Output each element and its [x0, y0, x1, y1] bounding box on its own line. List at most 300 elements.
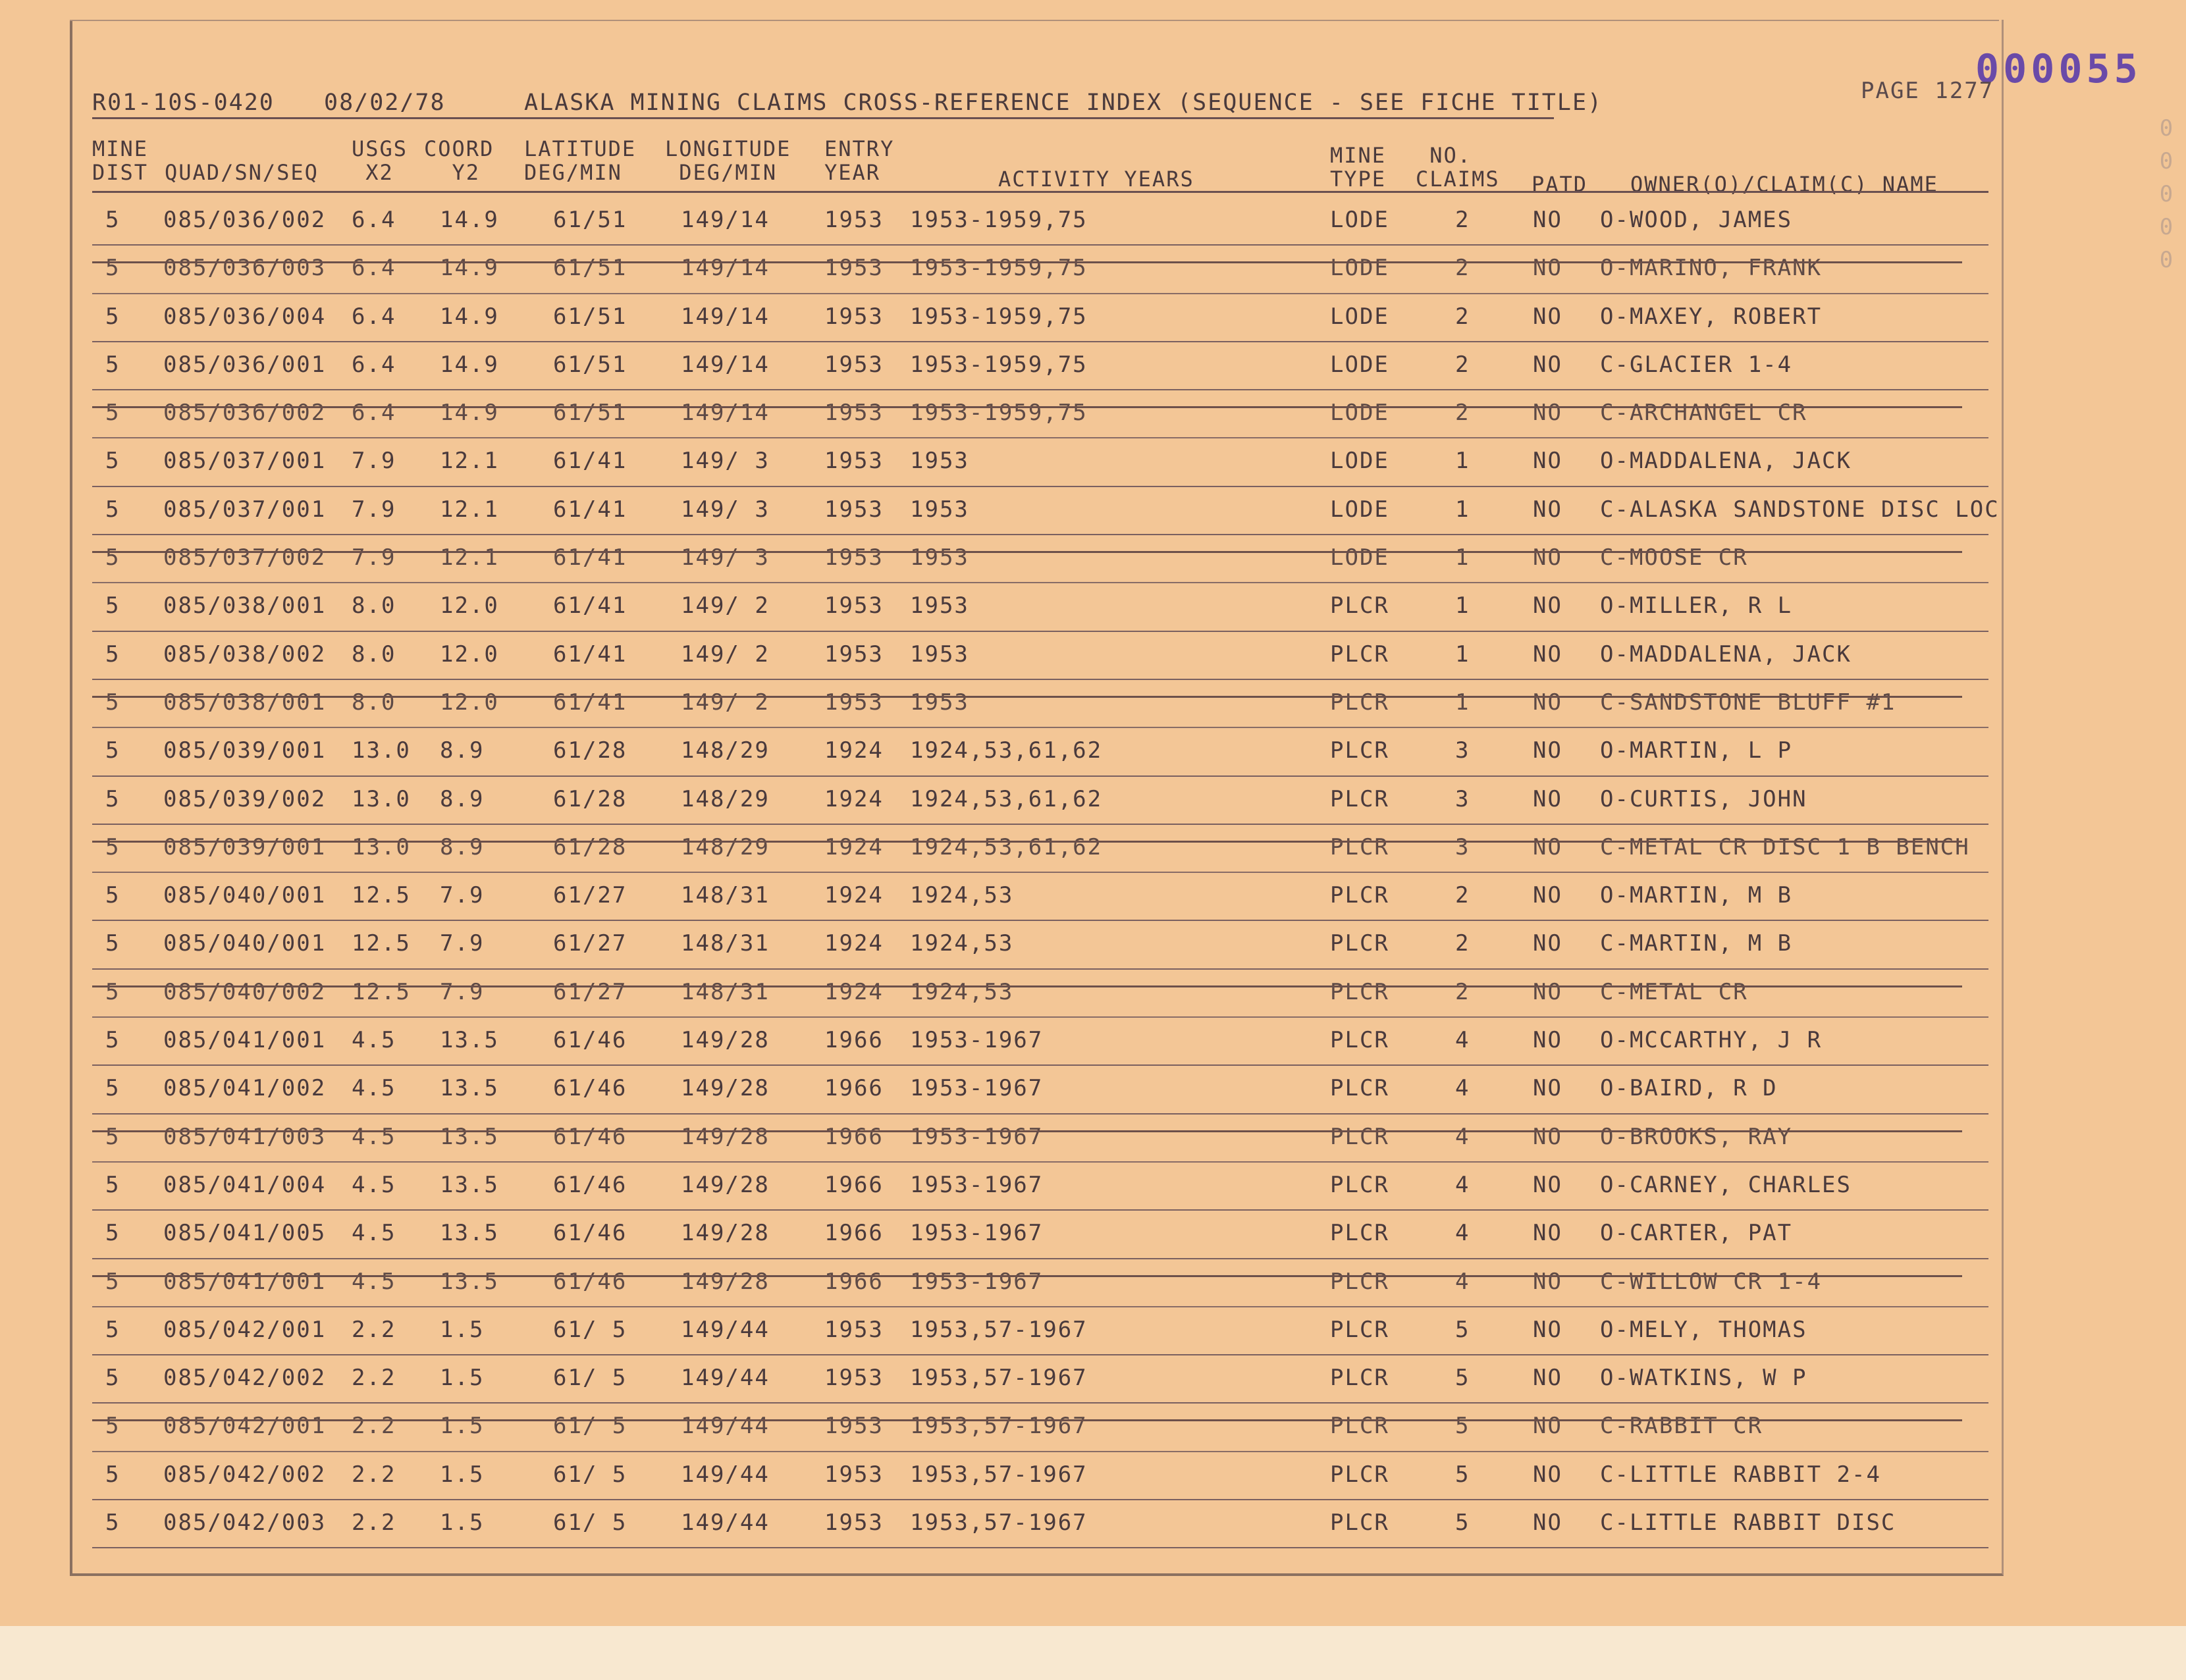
cell-mine-dist: 5 [105, 930, 120, 957]
cell-coord-y2: 8.9 [440, 785, 485, 812]
cell-entry-year: 1924 [824, 833, 884, 860]
table-row [92, 342, 1988, 390]
cell-owner-claim-name: C-ARCHANGEL CR [1600, 400, 1807, 427]
cell-usgs-x2: 2.2 [352, 1509, 396, 1536]
cell-no-claims: 2 [1455, 978, 1470, 1005]
cell-owner-claim-name: C-LITTLE RABBIT DISC [1600, 1509, 1896, 1536]
cell-patd: NO [1533, 1461, 1562, 1488]
cell-mine-dist: 5 [105, 303, 120, 330]
cell-patd: NO [1533, 1220, 1562, 1247]
table-row [92, 197, 1988, 246]
cell-mine-type: PLCR [1330, 1123, 1389, 1150]
cell-longitude: 149/ 3 [681, 544, 770, 571]
cell-mine-dist: 5 [105, 544, 120, 571]
table-row [92, 294, 1988, 342]
cell-owner-claim-name: O-BAIRD, R D [1600, 1075, 1778, 1102]
cell-owner-claim-name: C-SANDSTONE BLUFF #1 [1600, 689, 1896, 716]
cell-mine-type: PLCR [1330, 833, 1389, 860]
cell-coord-y2: 1.5 [440, 1413, 485, 1440]
cell-no-claims: 2 [1455, 882, 1470, 909]
cell-latitude: 61/ 5 [553, 1509, 627, 1536]
cell-entry-year: 1924 [824, 785, 884, 812]
cell-no-claims: 5 [1455, 1316, 1470, 1343]
row-rule [92, 1547, 1988, 1548]
cell-owner-claim-name: C-METAL CR [1600, 978, 1748, 1005]
cell-patd: NO [1533, 255, 1562, 282]
cell-coord-y2: 12.0 [440, 689, 499, 716]
cell-mine-type: PLCR [1330, 1171, 1389, 1198]
cell-entry-year: 1953 [824, 1461, 884, 1488]
table-row [92, 1404, 1988, 1452]
cell-activity-years: 1924,53,61,62 [910, 833, 1103, 860]
table-row [92, 632, 1988, 680]
cell-coord-y2: 13.5 [440, 1268, 499, 1295]
cell-mine-type: PLCR [1330, 1268, 1389, 1295]
cell-longitude: 149/14 [681, 207, 770, 233]
cell-owner-claim-name: O-MAXEY, ROBERT [1600, 303, 1823, 330]
top-edge-line [70, 20, 1999, 21]
cell-quad-sn-seq: 085/038/001 [163, 689, 327, 716]
cell-patd: NO [1533, 207, 1562, 233]
cell-no-claims: 5 [1455, 1413, 1470, 1440]
cell-longitude: 149/28 [681, 1027, 770, 1054]
report-title: ALASKA MINING CLAIMS CROSS-REFERENCE INDEX (SEQUENCE - SEE FICHE TITLE) [524, 90, 1603, 116]
cell-mine-dist: 5 [105, 207, 120, 233]
cell-longitude: 149/28 [681, 1171, 770, 1198]
cell-activity-years: 1924,53 [910, 882, 1014, 909]
cell-mine-dist: 5 [105, 833, 120, 860]
cell-mine-type: PLCR [1330, 1413, 1389, 1440]
cell-usgs-x2: 4.5 [352, 1171, 396, 1198]
cell-activity-years: 1924,53,61,62 [910, 737, 1103, 764]
cell-no-claims: 3 [1455, 785, 1470, 812]
side-mark: 0 [2159, 247, 2173, 273]
strike-through-line [92, 406, 1962, 408]
cell-quad-sn-seq: 085/039/001 [163, 737, 327, 764]
cell-quad-sn-seq: 085/041/001 [163, 1027, 327, 1054]
cell-owner-claim-name: O-MCCARTHY, J R [1600, 1027, 1823, 1054]
cell-activity-years: 1953-1959,75 [910, 207, 1088, 233]
cell-longitude: 149/28 [681, 1220, 770, 1247]
cell-usgs-x2: 8.0 [352, 689, 396, 716]
cell-activity-years: 1953,57-1967 [910, 1509, 1088, 1536]
table-row [92, 1018, 1988, 1066]
cell-no-claims: 4 [1455, 1171, 1470, 1198]
cell-owner-claim-name: O-MILLER, R L [1600, 592, 1793, 619]
cell-no-claims: 4 [1455, 1268, 1470, 1295]
cell-patd: NO [1533, 1075, 1562, 1102]
cell-patd: NO [1533, 1365, 1562, 1392]
cell-usgs-x2: 7.9 [352, 448, 396, 475]
cell-latitude: 61/28 [553, 737, 627, 764]
cell-entry-year: 1953 [824, 592, 884, 619]
cell-entry-year: 1966 [824, 1171, 884, 1198]
cell-mine-type: PLCR [1330, 737, 1389, 764]
cell-usgs-x2: 2.2 [352, 1413, 396, 1440]
cell-usgs-x2: 4.5 [352, 1268, 396, 1295]
cell-mine-dist: 5 [105, 1365, 120, 1392]
cell-no-claims: 2 [1455, 400, 1470, 427]
cell-longitude: 149/14 [681, 351, 770, 378]
col-header-activity: ACTIVITY YEARS [998, 167, 1194, 192]
cell-longitude: 148/31 [681, 882, 770, 909]
cell-quad-sn-seq: 085/041/004 [163, 1171, 327, 1198]
report-id: R01-10S-0420 [92, 90, 275, 116]
cell-longitude: 149/44 [681, 1316, 770, 1343]
cell-entry-year: 1966 [824, 1075, 884, 1102]
cell-no-claims: 5 [1455, 1509, 1470, 1536]
cell-coord-y2: 13.5 [440, 1123, 499, 1150]
cell-owner-claim-name: C-LITTLE RABBIT 2-4 [1600, 1461, 1881, 1488]
cell-no-claims: 2 [1455, 255, 1470, 282]
cell-longitude: 148/29 [681, 833, 770, 860]
cell-coord-y2: 12.0 [440, 641, 499, 668]
cell-mine-type: PLCR [1330, 930, 1389, 957]
cell-patd: NO [1533, 1123, 1562, 1150]
cell-activity-years: 1953,57-1967 [910, 1461, 1088, 1488]
table-row [92, 1307, 1988, 1355]
cell-mine-dist: 5 [105, 1220, 120, 1247]
cell-mine-type: LODE [1330, 448, 1389, 475]
cell-quad-sn-seq: 085/036/001 [163, 351, 327, 378]
cell-latitude: 61/41 [553, 448, 627, 475]
cell-quad-sn-seq: 085/041/005 [163, 1220, 327, 1247]
cell-usgs-x2: 2.2 [352, 1316, 396, 1343]
cell-usgs-x2: 2.2 [352, 1461, 396, 1488]
cell-longitude: 148/29 [681, 785, 770, 812]
cell-no-claims: 5 [1455, 1365, 1470, 1392]
cell-entry-year: 1953 [824, 448, 884, 475]
table-row [92, 1211, 1988, 1259]
cell-no-claims: 5 [1455, 1461, 1470, 1488]
strike-through-line [92, 841, 1962, 843]
cell-usgs-x2: 6.4 [352, 303, 396, 330]
cell-mine-type: PLCR [1330, 785, 1389, 812]
strike-through-line [92, 1419, 1962, 1421]
cell-mine-dist: 5 [105, 978, 120, 1005]
cell-latitude: 61/28 [553, 833, 627, 860]
table-row [92, 680, 1988, 728]
cell-activity-years: 1953-1959,75 [910, 255, 1088, 282]
strike-through-line [92, 261, 1962, 263]
cell-activity-years: 1953-1967 [910, 1027, 1044, 1054]
cell-activity-years: 1924,53,61,62 [910, 785, 1103, 812]
cell-latitude: 61/27 [553, 978, 627, 1005]
cell-usgs-x2: 6.4 [352, 207, 396, 233]
table-row [92, 1355, 1988, 1404]
strike-through-line [92, 1130, 1962, 1132]
cell-entry-year: 1953 [824, 207, 884, 233]
cell-entry-year: 1953 [824, 496, 884, 523]
cell-patd: NO [1533, 303, 1562, 330]
cell-owner-claim-name: O-WATKINS, W P [1600, 1365, 1807, 1392]
cell-patd: NO [1533, 1027, 1562, 1054]
cell-entry-year: 1966 [824, 1268, 884, 1295]
cell-coord-y2: 13.5 [440, 1171, 499, 1198]
cell-activity-years: 1953 [910, 544, 969, 571]
cell-usgs-x2: 6.4 [352, 255, 396, 282]
cell-patd: NO [1533, 496, 1562, 523]
cell-owner-claim-name: O-CURTIS, JOHN [1600, 785, 1807, 812]
cell-mine-type: PLCR [1330, 1075, 1389, 1102]
cell-quad-sn-seq: 085/038/002 [163, 641, 327, 668]
col-header-name: OWNER(O)/CLAIM(C) NAME [1630, 172, 1938, 197]
cell-patd: NO [1533, 351, 1562, 378]
cell-latitude: 61/ 5 [553, 1365, 627, 1392]
cell-coord-y2: 1.5 [440, 1461, 485, 1488]
table-row [92, 970, 1988, 1018]
strike-through-line [92, 551, 1962, 553]
cell-activity-years: 1924,53 [910, 930, 1014, 957]
cell-patd: NO [1533, 1268, 1562, 1295]
cell-longitude: 149/ 3 [681, 448, 770, 475]
cell-coord-y2: 8.9 [440, 833, 485, 860]
cell-entry-year: 1953 [824, 1509, 884, 1536]
cell-owner-claim-name: O-MARINO, FRANK [1600, 255, 1823, 282]
cell-patd: NO [1533, 737, 1562, 764]
cell-usgs-x2: 12.5 [352, 978, 411, 1005]
cell-entry-year: 1966 [824, 1123, 884, 1150]
cell-latitude: 61/ 5 [553, 1316, 627, 1343]
cell-latitude: 61/28 [553, 785, 627, 812]
cell-quad-sn-seq: 085/041/002 [163, 1075, 327, 1102]
cell-coord-y2: 14.9 [440, 207, 499, 233]
cell-longitude: 149/14 [681, 400, 770, 427]
cell-mine-dist: 5 [105, 737, 120, 764]
cell-entry-year: 1953 [824, 689, 884, 716]
table-row [92, 1066, 1988, 1114]
cell-coord-y2: 13.5 [440, 1220, 499, 1247]
cell-no-claims: 2 [1455, 303, 1470, 330]
cell-mine-type: PLCR [1330, 1365, 1389, 1392]
cell-patd: NO [1533, 1316, 1562, 1343]
cell-activity-years: 1953-1959,75 [910, 400, 1088, 427]
cell-longitude: 149/ 2 [681, 592, 770, 619]
cell-entry-year: 1953 [824, 1316, 884, 1343]
table-row [92, 825, 1988, 873]
cell-mine-type: LODE [1330, 400, 1389, 427]
cell-owner-claim-name: O-MELY, THOMAS [1600, 1316, 1807, 1343]
cell-quad-sn-seq: 085/037/001 [163, 496, 327, 523]
cell-longitude: 149/44 [681, 1461, 770, 1488]
cell-usgs-x2: 6.4 [352, 351, 396, 378]
cell-patd: NO [1533, 978, 1562, 1005]
cell-mine-dist: 5 [105, 1027, 120, 1054]
cell-entry-year: 1924 [824, 930, 884, 957]
cell-no-claims: 4 [1455, 1123, 1470, 1150]
cell-owner-claim-name: O-MARTIN, L P [1600, 737, 1793, 764]
cell-mine-dist: 5 [105, 400, 120, 427]
cell-longitude: 149/28 [681, 1123, 770, 1150]
cell-mine-dist: 5 [105, 1316, 120, 1343]
cell-latitude: 61/ 5 [553, 1461, 627, 1488]
cell-latitude: 61/27 [553, 930, 627, 957]
col-header-claims: NO. CLAIMS [1416, 143, 1500, 192]
cell-mine-dist: 5 [105, 1123, 120, 1150]
strike-through-line [92, 1275, 1962, 1277]
side-mark: 0 [2159, 214, 2173, 240]
cell-patd: NO [1533, 785, 1562, 812]
cell-mine-dist: 5 [105, 882, 120, 909]
cell-owner-claim-name: O-CARNEY, CHARLES [1600, 1171, 1852, 1198]
cell-coord-y2: 1.5 [440, 1509, 485, 1536]
table-row [92, 873, 1988, 921]
cell-owner-claim-name: C-METAL CR DISC 1 B BENCH [1600, 833, 1970, 860]
cell-usgs-x2: 4.5 [352, 1075, 396, 1102]
cell-activity-years: 1953 [910, 689, 969, 716]
cell-patd: NO [1533, 1171, 1562, 1198]
cell-quad-sn-seq: 085/042/002 [163, 1365, 327, 1392]
cell-longitude: 149/14 [681, 255, 770, 282]
cell-patd: NO [1533, 833, 1562, 860]
cell-mine-type: PLCR [1330, 1027, 1389, 1054]
cell-quad-sn-seq: 085/037/002 [163, 544, 327, 571]
cell-latitude: 61/46 [553, 1268, 627, 1295]
col-header-patd: PATD [1532, 172, 1588, 197]
cell-entry-year: 1953 [824, 400, 884, 427]
table-row [92, 1259, 1988, 1307]
cell-quad-sn-seq: 085/042/001 [163, 1413, 327, 1440]
cell-no-claims: 3 [1455, 737, 1470, 764]
claims-table [92, 197, 2000, 1548]
cell-no-claims: 2 [1455, 930, 1470, 957]
cell-mine-type: PLCR [1330, 1220, 1389, 1247]
cell-quad-sn-seq: 085/036/002 [163, 207, 327, 233]
cell-activity-years: 1924,53 [910, 978, 1014, 1005]
cell-usgs-x2: 4.5 [352, 1220, 396, 1247]
cell-usgs-x2: 7.9 [352, 544, 396, 571]
cell-entry-year: 1966 [824, 1220, 884, 1247]
cell-latitude: 61/51 [553, 207, 627, 233]
cell-latitude: 61/41 [553, 689, 627, 716]
cell-usgs-x2: 4.5 [352, 1027, 396, 1054]
cell-coord-y2: 12.0 [440, 592, 499, 619]
cell-entry-year: 1953 [824, 255, 884, 282]
cell-patd: NO [1533, 689, 1562, 716]
cell-mine-type: PLCR [1330, 978, 1389, 1005]
table-row [92, 583, 1988, 631]
cell-owner-claim-name: O-MARTIN, M B [1600, 882, 1793, 909]
cell-latitude: 61/27 [553, 882, 627, 909]
cell-usgs-x2: 12.5 [352, 882, 411, 909]
cell-entry-year: 1924 [824, 737, 884, 764]
cell-activity-years: 1953 [910, 592, 969, 619]
cell-mine-type: LODE [1330, 255, 1389, 282]
cell-no-claims: 2 [1455, 351, 1470, 378]
cell-quad-sn-seq: 085/041/003 [163, 1123, 327, 1150]
cell-activity-years: 1953-1959,75 [910, 303, 1088, 330]
cell-usgs-x2: 13.0 [352, 785, 411, 812]
col-header-x2: USGS X2 [352, 136, 408, 185]
cell-quad-sn-seq: 085/042/003 [163, 1509, 327, 1536]
cell-owner-claim-name: O-MADDALENA, JACK [1600, 448, 1852, 475]
side-marks [2153, 112, 2179, 276]
cell-activity-years: 1953 [910, 448, 969, 475]
cell-mine-type: PLCR [1330, 592, 1389, 619]
cell-patd: NO [1533, 1413, 1562, 1440]
cell-coord-y2: 14.9 [440, 303, 499, 330]
cell-owner-claim-name: O-MADDALENA, JACK [1600, 641, 1852, 668]
cell-coord-y2: 12.1 [440, 448, 499, 475]
cell-longitude: 149/ 2 [681, 641, 770, 668]
cell-mine-type: LODE [1330, 351, 1389, 378]
col-header-lat: LATITUDE DEG/MIN [524, 136, 637, 185]
cell-activity-years: 1953-1967 [910, 1268, 1044, 1295]
cell-entry-year: 1953 [824, 351, 884, 378]
cell-activity-years: 1953-1967 [910, 1171, 1044, 1198]
cell-entry-year: 1953 [824, 1413, 884, 1440]
cell-latitude: 61/51 [553, 255, 627, 282]
cell-owner-claim-name: C-GLACIER 1-4 [1600, 351, 1793, 378]
cell-activity-years: 1953 [910, 496, 969, 523]
cell-coord-y2: 14.9 [440, 351, 499, 378]
cell-coord-y2: 12.1 [440, 544, 499, 571]
cell-entry-year: 1924 [824, 978, 884, 1005]
cell-coord-y2: 1.5 [440, 1316, 485, 1343]
cell-latitude: 61/46 [553, 1075, 627, 1102]
cell-mine-dist: 5 [105, 1075, 120, 1102]
table-row [92, 1452, 1988, 1500]
cell-usgs-x2: 4.5 [352, 1123, 396, 1150]
cell-no-claims: 4 [1455, 1027, 1470, 1054]
cell-activity-years: 1953-1967 [910, 1075, 1044, 1102]
table-row [92, 1163, 1988, 1211]
cell-usgs-x2: 8.0 [352, 641, 396, 668]
cell-coord-y2: 13.5 [440, 1027, 499, 1054]
cell-mine-type: PLCR [1330, 882, 1389, 909]
cell-patd: NO [1533, 448, 1562, 475]
cell-longitude: 149/28 [681, 1075, 770, 1102]
cell-mine-type: PLCR [1330, 641, 1389, 668]
cell-latitude: 61/46 [553, 1220, 627, 1247]
cell-patd: NO [1533, 930, 1562, 957]
cell-mine-type: PLCR [1330, 1461, 1389, 1488]
cell-quad-sn-seq: 085/040/001 [163, 882, 327, 909]
cell-quad-sn-seq: 085/039/002 [163, 785, 327, 812]
cell-latitude: 61/46 [553, 1171, 627, 1198]
cell-coord-y2: 7.9 [440, 930, 485, 957]
table-row [92, 1115, 1988, 1163]
cell-coord-y2: 7.9 [440, 978, 485, 1005]
cell-longitude: 148/29 [681, 737, 770, 764]
table-row [92, 246, 1988, 294]
table-row [92, 777, 1988, 825]
cell-longitude: 149/44 [681, 1509, 770, 1536]
cell-mine-type: PLCR [1330, 689, 1389, 716]
cell-patd: NO [1533, 882, 1562, 909]
col-header-year: ENTRY YEAR [824, 136, 895, 185]
col-header-y2: COORD Y2 [424, 136, 494, 185]
cell-quad-sn-seq: 085/039/001 [163, 833, 327, 860]
cell-no-claims: 1 [1455, 448, 1470, 475]
table-row [92, 438, 1988, 486]
cell-no-claims: 1 [1455, 641, 1470, 668]
cell-owner-claim-name: O-CARTER, PAT [1600, 1220, 1793, 1247]
page-number: PAGE 1277 [1861, 78, 1994, 104]
cell-activity-years: 1953,57-1967 [910, 1316, 1088, 1343]
cell-longitude: 149/44 [681, 1365, 770, 1392]
cell-mine-dist: 5 [105, 641, 120, 668]
cell-quad-sn-seq: 085/037/001 [163, 448, 327, 475]
cell-patd: NO [1533, 641, 1562, 668]
table-row [92, 390, 1988, 438]
cell-no-claims: 1 [1455, 592, 1470, 619]
cell-longitude: 149/ 2 [681, 689, 770, 716]
cell-mine-type: PLCR [1330, 1316, 1389, 1343]
cell-owner-claim-name: O-BROOKS, RAY [1600, 1123, 1793, 1150]
cell-no-claims: 1 [1455, 544, 1470, 571]
cell-mine-dist: 5 [105, 496, 120, 523]
